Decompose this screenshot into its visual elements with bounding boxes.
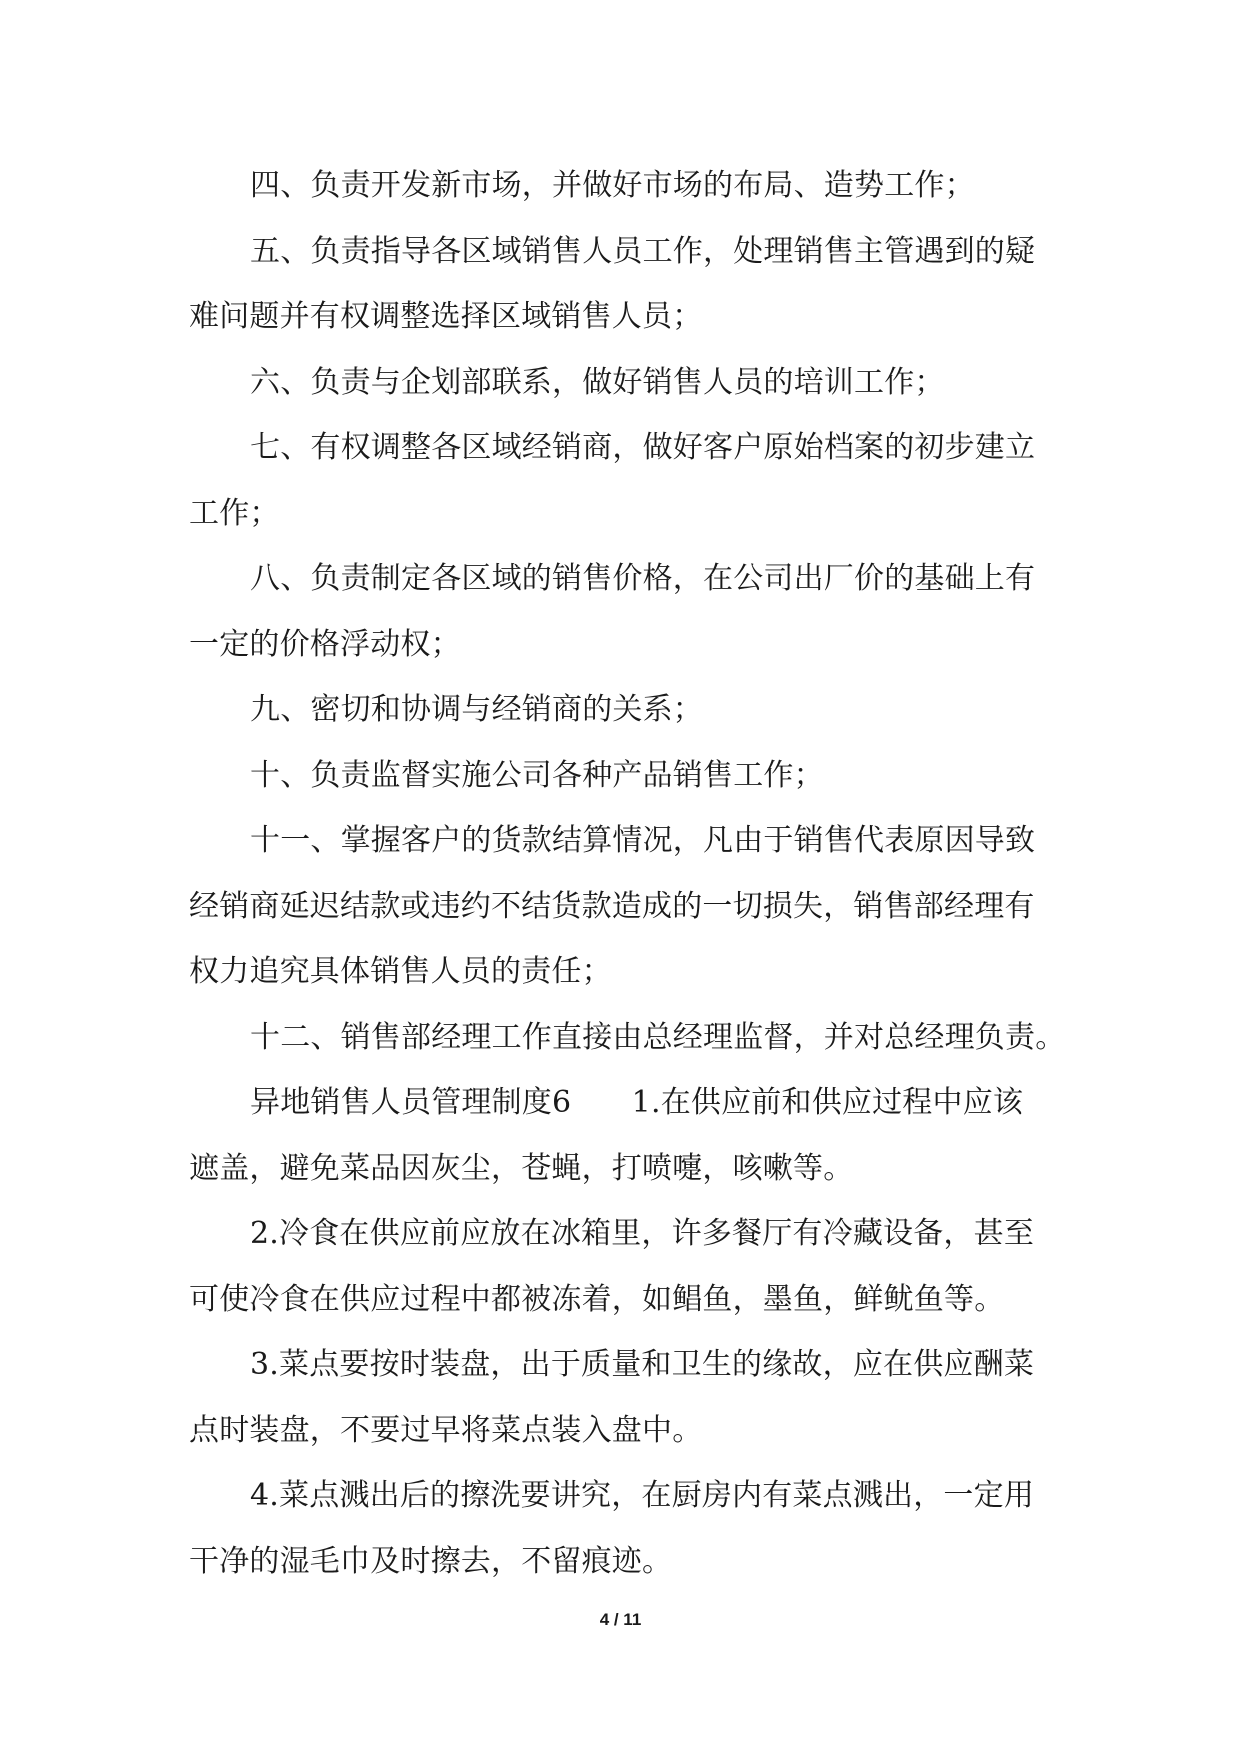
paragraph-line: 九、密切和协调与经销商的关系； <box>250 692 703 727</box>
paragraph-section-6 <box>189 1070 1051 1201</box>
paragraph-9 <box>189 677 1051 743</box>
paragraph-line: 一定的价格浮动权； <box>189 626 461 662</box>
paragraph-line: 七、有权调整各区域经销商，做好客户原始档案的初步建立 <box>250 430 1036 465</box>
paragraph-7 <box>189 415 1051 546</box>
paragraph-line: 十一、掌握客户的货款结算情况，凡由于销售代表原因导致 <box>250 823 1036 858</box>
paragraph-8 <box>189 546 1051 677</box>
paragraph-line: 经销商延迟结款或违约不结货款造成的一切损失，销售部经理有 <box>189 888 1035 924</box>
paragraph-line: 3.菜点要按时装盘，出于质量和卫生的缘故，应在供应酬菜 <box>250 1347 1035 1382</box>
paragraph-line: 难问题并有权调整选择区域销售人员； <box>189 299 703 334</box>
paragraph-item-2 <box>189 1201 1051 1332</box>
paragraph-line: 工作； <box>189 495 280 531</box>
paragraph-line: 十二、销售部经理工作直接由总经理监督，并对总经理负责。 <box>250 1019 1066 1055</box>
paragraph-line: 干净的湿毛巾及时擦去，不留痕迹。 <box>189 1543 673 1579</box>
paragraph-item-4 <box>189 1463 1051 1594</box>
document-body <box>189 153 1066 1594</box>
paragraph-line: 点时装盘，不要过早将菜点装入盘中。 <box>189 1412 703 1448</box>
paragraph-12 <box>189 1005 1066 1071</box>
paragraph-line: 六、负责与企划部联系，做好销售人员的培训工作； <box>250 364 945 400</box>
paragraph-line: 八、负责制定各区域的销售价格，在公司出厂价的基础上有 <box>250 561 1036 596</box>
paragraph-line: 4.菜点溅出后的擦洗要讲究，在厨房内有菜点溅出，一定用 <box>250 1478 1035 1513</box>
page-number: 4 / 11 <box>599 1610 642 1629</box>
paragraph-item-3 <box>189 1332 1051 1463</box>
paragraph-4 <box>189 153 1051 219</box>
paragraph-line: 2.冷食在供应前应放在冰箱里，许多餐厅有冷藏设备，甚至 <box>250 1216 1035 1251</box>
paragraph-line: 异地销售人员管理制度6 1.在供应前和供应过程中应该 <box>250 1085 1024 1120</box>
paragraph-line: 五、负责指导各区域销售人员工作，处理销售主管遇到的疑 <box>250 233 1036 269</box>
paragraph-line: 遮盖，避免菜品因灰尘，苍蝇，打喷嚏，咳嗽等。 <box>189 1150 854 1186</box>
paragraph-line: 权力追究具体销售人员的责任； <box>189 954 612 989</box>
paragraph-5 <box>189 219 1051 350</box>
paragraph-line: 四、负责开发新市场，并做好市场的布局、造势工作； <box>250 168 975 203</box>
paragraph-10 <box>189 743 1051 809</box>
paragraph-11 <box>189 808 1051 1005</box>
paragraph-line: 可使冷食在供应过程中都被冻着，如鲳鱼，墨鱼，鲜鱿鱼等。 <box>189 1281 1005 1317</box>
paragraph-6 <box>189 350 1051 416</box>
paragraph-line: 十、负责监督实施公司各种产品销售工作； <box>250 757 824 793</box>
